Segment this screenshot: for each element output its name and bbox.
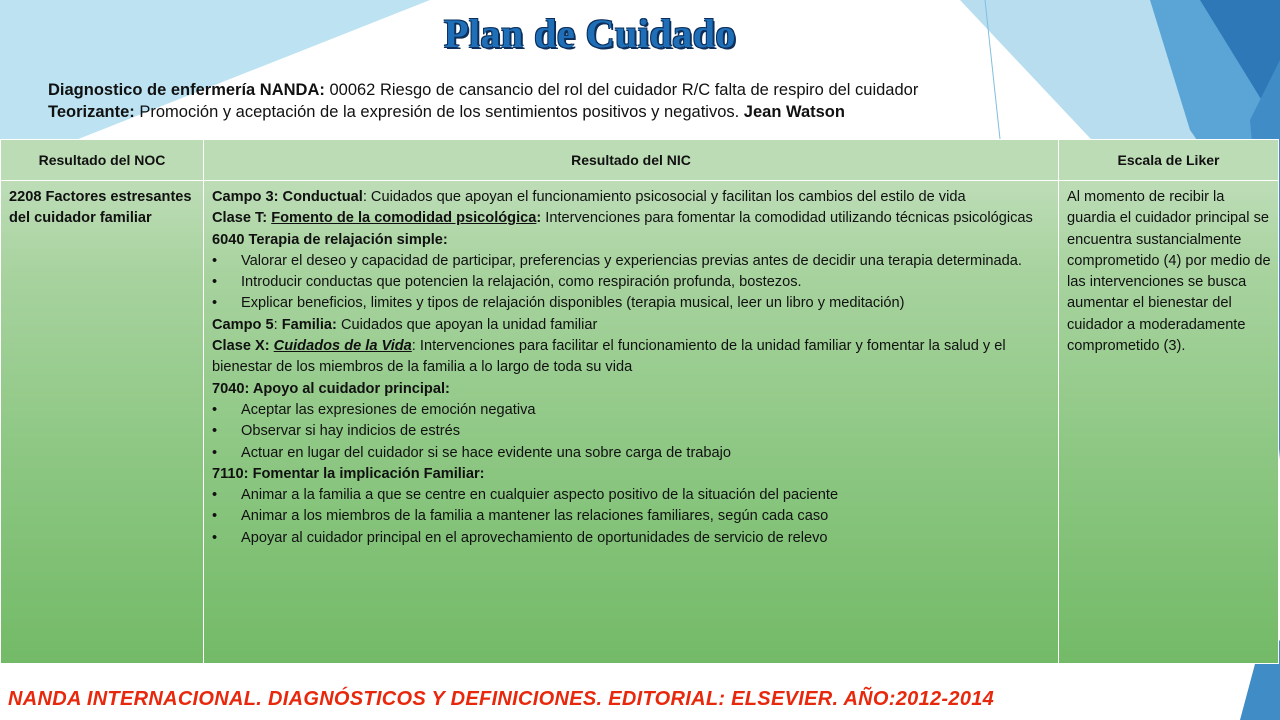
theorist-name: Jean Watson xyxy=(743,103,845,121)
page-title: Plan de Cuidado xyxy=(443,11,737,56)
diagnosis-line xyxy=(48,79,1188,101)
theorist-line xyxy=(48,101,1188,123)
campo5-line xyxy=(212,315,1052,336)
list-item: • Explicar beneficios, limites y tipos de relajación disponibles (terapia musical, leer un libro y meditación) xyxy=(212,293,1052,314)
claseT-colon: : xyxy=(536,210,542,227)
campo5-text: Cuidados que apoyan la unidad familiar xyxy=(336,316,598,333)
intervention-7040: 7040: Apoyo al cuidador principal: xyxy=(212,380,450,397)
campo5-name: Familia: xyxy=(281,316,337,333)
theorist-text: Promoción y aceptación de la expresión de los sentimientos positivos y negativos. xyxy=(134,103,744,121)
claseX-label: Clase X: xyxy=(212,338,274,355)
cell-noc: 2208 Factores estresantes del cuidador familiar xyxy=(1,181,204,664)
list-item: • Actuar en lugar del cuidador si se hace evidente una sobre carga de trabajo xyxy=(212,443,1052,464)
campo3-label: Campo 3: Conductual xyxy=(212,189,363,205)
table-row xyxy=(1,181,1279,664)
diagnosis-label: Diagnostico de enfermería NANDA: xyxy=(48,81,325,99)
header-noc: Resultado del NOC xyxy=(1,140,204,181)
diagnosis-block xyxy=(48,79,1188,123)
cell-nic xyxy=(204,181,1059,664)
footer-citation: NANDA INTERNACIONAL. DIAGNÓSTICOS Y DEFINICIONES. EDITORIAL: ELSEVIER. AÑO:2012-2014 xyxy=(8,688,995,710)
table-header-row xyxy=(1,140,1279,181)
campo5-label: Campo 5 xyxy=(212,316,274,333)
intervention-6040: 6040 Terapia de relajación simple: xyxy=(212,231,448,248)
claseX-name: Cuidados de la Vida xyxy=(273,338,412,355)
campo3-text: : Cuidados que apoyan el funcionamiento psicosocial y facilitan los cambios del estilo de vida xyxy=(362,189,966,205)
claseX-text: : Intervenciones para facilitar el funcionamiento de la unidad familiar y fomentar la salud y el bienestar de los miembros de la familia a lo largo de toda su vida xyxy=(212,338,1006,376)
claseT-text: Intervenciones para fomentar la comodidad utilizando técnicas psicológicas xyxy=(541,210,1033,227)
claseT-label: Clase T: xyxy=(212,210,272,227)
list-item: • Introducir conductas que potencien la relajación, como respiración profunda, bostezos. xyxy=(212,272,1052,293)
list-item: • Animar a los miembros de la familia a mantener las relaciones familiares, según cada caso xyxy=(212,506,1052,527)
intervention-7110: 7110: Fomentar la implicación Familiar: xyxy=(212,465,485,482)
campo5-sep: : xyxy=(273,316,282,333)
list-item: • Valorar el deseo y capacidad de participar, preferencias y experiencias previas antes de decidir una terapia determinada. xyxy=(212,251,1052,272)
campo3-line xyxy=(212,187,1052,208)
list-item: • Animar a la familia a que se centre en cualquier aspecto positivo de la situación del paciente xyxy=(212,485,1052,506)
list-item: • Observar si hay indicios de estrés xyxy=(212,421,1052,442)
list-item: • Apoyar al cuidador principal en el aprovechamiento de oportunidades de servicio de relevo xyxy=(212,528,1052,549)
claseT-name: Fomento de la comodidad psicológica xyxy=(271,210,537,227)
header-liker: Escala de Liker xyxy=(1059,140,1279,181)
care-plan-table xyxy=(0,139,1279,664)
list-item: • Aceptar las expresiones de emoción negativa xyxy=(212,400,1052,421)
claseX-line xyxy=(212,336,1052,379)
theorist-label: Teorizante: xyxy=(48,103,135,121)
cell-liker: Al momento de recibir la guardia el cuidador principal se encuentra sustancialmente comprometido (4) por medio de las intervenciones se busca aumentar el bienestar del cuidador a moderadamente comprometido (3). xyxy=(1059,181,1279,664)
diagnosis-text: 00062 Riesgo de cansancio del rol del cuidador R/C falta de respiro del cuidador xyxy=(324,81,919,99)
header-nic: Resultado del NIC xyxy=(204,140,1059,181)
claseT-line xyxy=(212,208,1052,229)
